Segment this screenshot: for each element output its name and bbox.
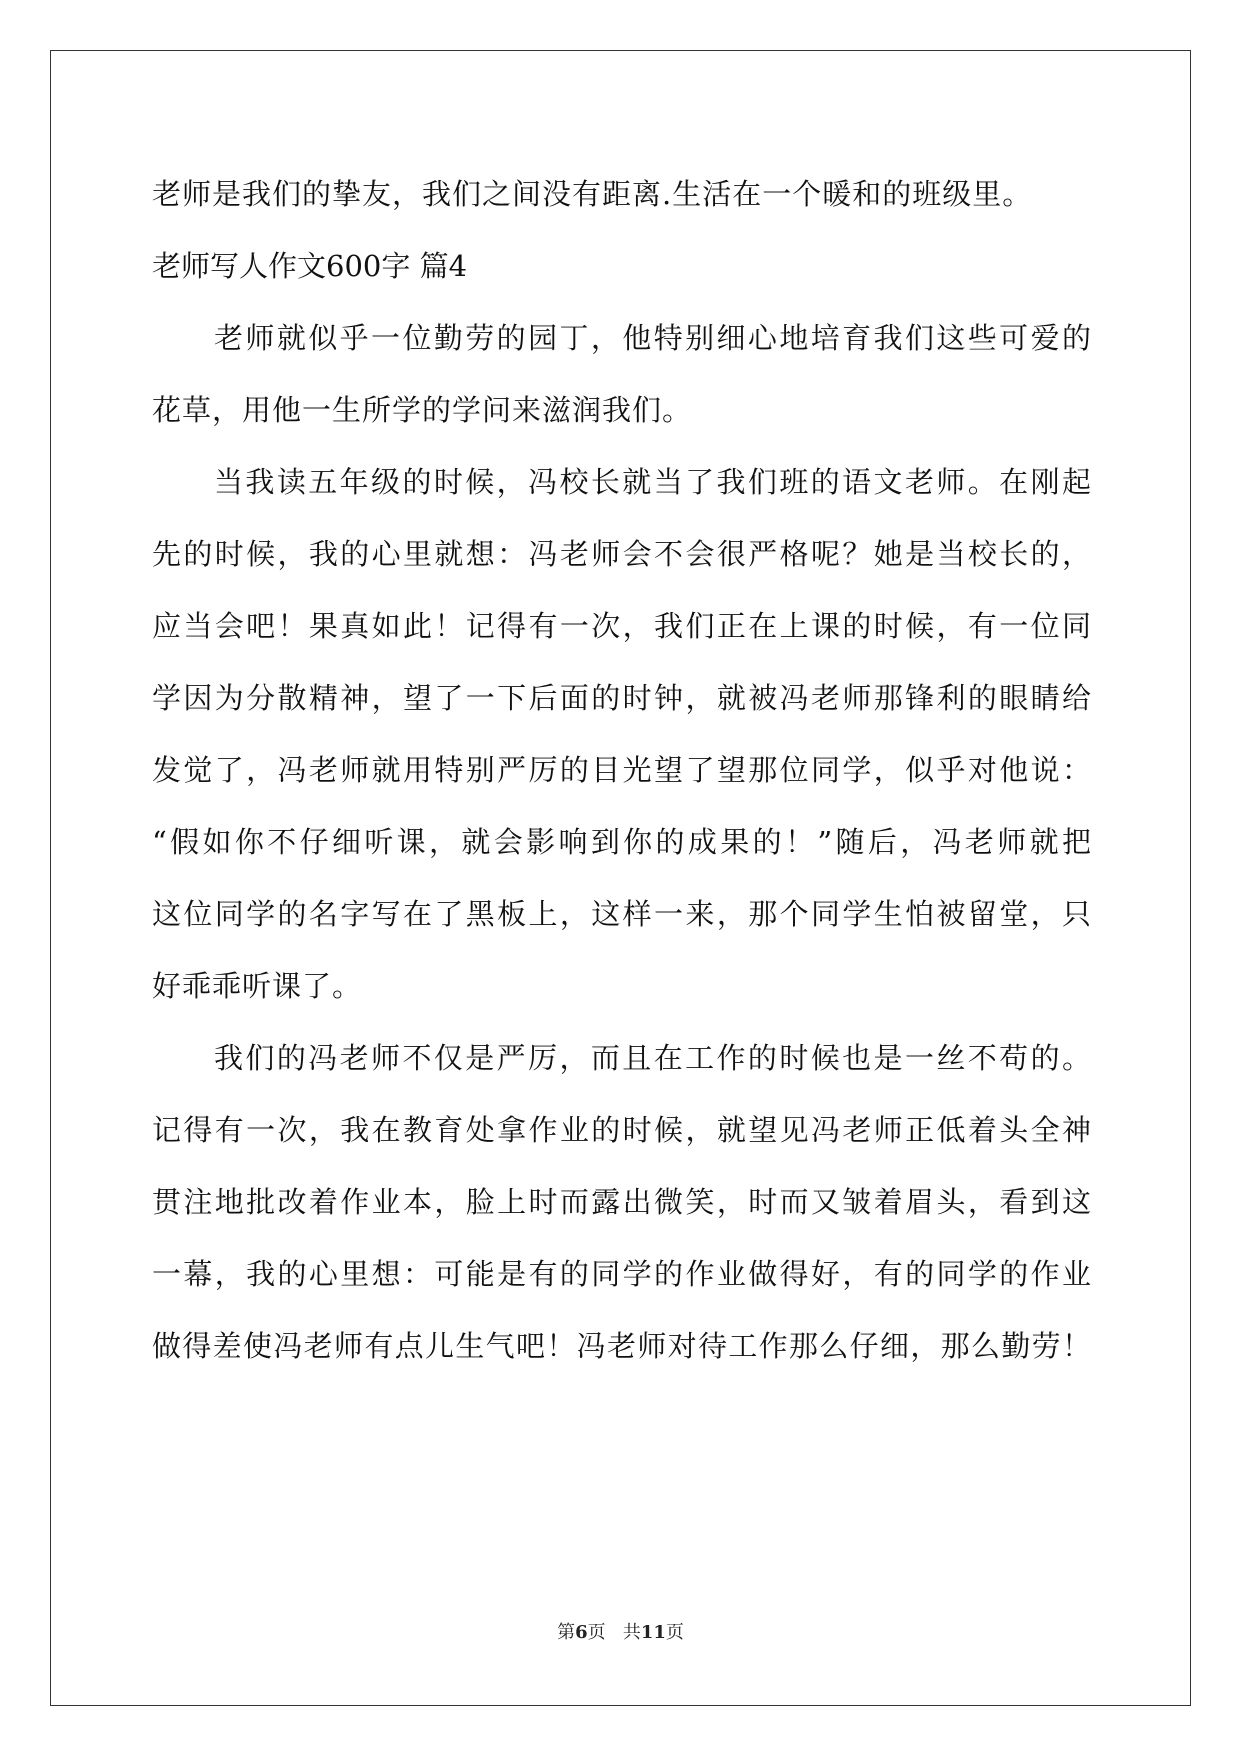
- paragraph-line: 学因为分散精神，望了一下后面的时钟，就被冯老师那锋利的眼睛给: [152, 681, 1092, 715]
- section-heading: 老师写人作文600字 篇4: [152, 249, 468, 283]
- total-prefix: 共: [622, 1622, 641, 1643]
- paragraph-line: 发觉了，冯老师就用特别严厉的目光望了望那位同学，似乎对他说：: [152, 753, 1092, 787]
- page-prefix: 第: [557, 1622, 576, 1643]
- page-unit: 页: [587, 1622, 606, 1643]
- paragraph-line: 先的时候，我的心里就想：冯老师会不会很严格呢？她是当校长的，: [152, 537, 1092, 571]
- paragraph-line: 应当会吧！果真如此！记得有一次，我们正在上课的时候，有一位同: [152, 609, 1092, 643]
- page-total: 11: [640, 1622, 666, 1643]
- paragraph-line: 一幕，我的心里想：可能是有的同学的作业做得好，有的同学的作业: [152, 1257, 1092, 1291]
- paragraph-line: 好乖乖听课了。: [152, 969, 363, 1003]
- paragraph-line: 老师是我们的挚友，我们之间没有距离.生活在一个暖和的班级里。: [152, 177, 1033, 211]
- document-body: [152, 158, 1092, 1382]
- page-footer: [0, 1618, 1241, 1644]
- paragraph-line: 花草，用他一生所学的学问来滋润我们。: [152, 393, 693, 427]
- paragraph-line: 老师就似乎一位勤劳的园丁，他特别细心地培育我们这些可爱的: [214, 321, 1092, 355]
- total-unit: 页: [665, 1622, 684, 1643]
- paragraph-line: 记得有一次，我在教育处拿作业的时候，就望见冯老师正低着头全神: [152, 1113, 1092, 1147]
- paragraph-line: “假如你不仔细听课，就会影响到你的成果的！”随后，冯老师就把: [152, 825, 1092, 859]
- page-current: 6: [575, 1622, 588, 1643]
- paragraph-line: 这位同学的名字写在了黑板上，这样一来，那个同学生怕被留堂，只: [152, 897, 1092, 931]
- paragraph-line: 当我读五年级的时候，冯校长就当了我们班的语文老师。在刚起: [214, 465, 1092, 499]
- paragraph-line: 做得差使冯老师有点儿生气吧！冯老师对待工作那么仔细，那么勤劳！: [152, 1329, 1092, 1363]
- paragraph-line: 我们的冯老师不仅是严厉，而且在工作的时候也是一丝不苟的。: [214, 1041, 1092, 1075]
- paragraph-line: 贯注地批改着作业本，脸上时而露出微笑，时而又皱着眉头，看到这: [152, 1185, 1092, 1219]
